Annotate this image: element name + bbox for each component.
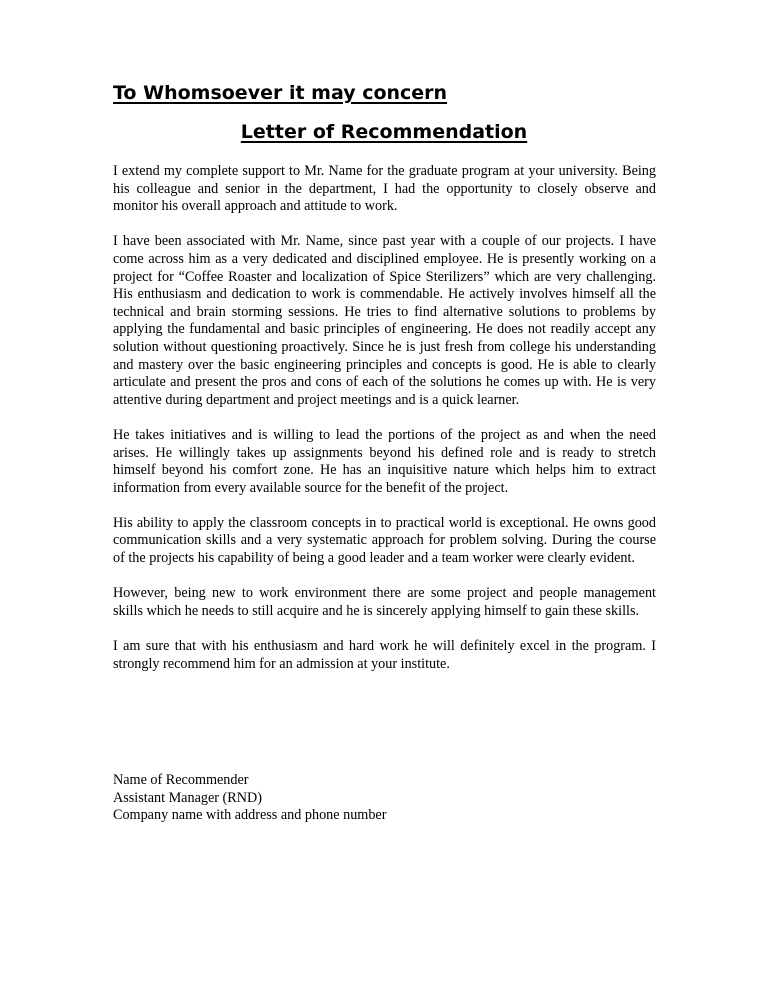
recommender-company: Company name with address and phone number [113, 807, 387, 824]
paragraph-association: I have been associated with Mr. Name, since past year with a couple of our projects. I have come across him as a very dedicated and disciplined employee. He is presently working on a project for “Coffee Roaster and localization of Spice Sterilizers” which are very challenging. His enthusiasm and dedication to work is commendable. He actively involves himself all the technical and brain storming sessions. He tries to find alternative solutions to problems by applying the fundamental and basic principles of engineering. He does not readily accept any solution without questioning proactively. Since he is just fresh from college his understanding and mastery over the basic engineering principles and concepts is good. He is able to clearly articulate and present the pros and cons of each of the solutions he comes up with. He is very attentive during department and project meetings and is a quick learner. [113, 233, 656, 408]
signature-block [113, 772, 386, 825]
paragraph-initiative: He takes initiatives and is willing to lead the portions of the project as and when the need arises. He willingly takes up assignments beyond his defined role and is ready to stretch himself beyond his comfort zone. He has an inquisitive nature which helps him to extract information from every available source for the benefit of the project. [113, 426, 656, 496]
paragraph-recommendation: I am sure that with his enthusiasm and hard work he will definitely excel in the program. I strongly recommend him for an admission at your institute. [113, 638, 656, 672]
letter-title: Letter of Recommendation [240, 121, 528, 143]
recommender-name: Name of Recommender [113, 772, 249, 788]
paragraph-ability: His ability to apply the classroom concepts in to practical world is exceptional. He owns good communication skills and a very systematic approach for problem solving. During the course of the projects his capability of being a good leader and a team worker were clearly evident. [113, 514, 656, 567]
paragraph-improvement: However, being new to work environment there are some project and people management skills which he needs to still acquire and he is sincerely applying himself to gain these skills. [113, 585, 656, 619]
paragraph-introduction: I extend my complete support to Mr. Name for the graduate program at your university. Being his colleague and senior in the department, I had the opportunity to closely observe and monitor his overall approach and attitude to work. [113, 163, 656, 215]
letter-body [113, 163, 656, 673]
recommender-designation: Assistant Manager (RND) [113, 789, 262, 806]
salutation-heading: To Whomsoever it may concern [113, 82, 448, 104]
